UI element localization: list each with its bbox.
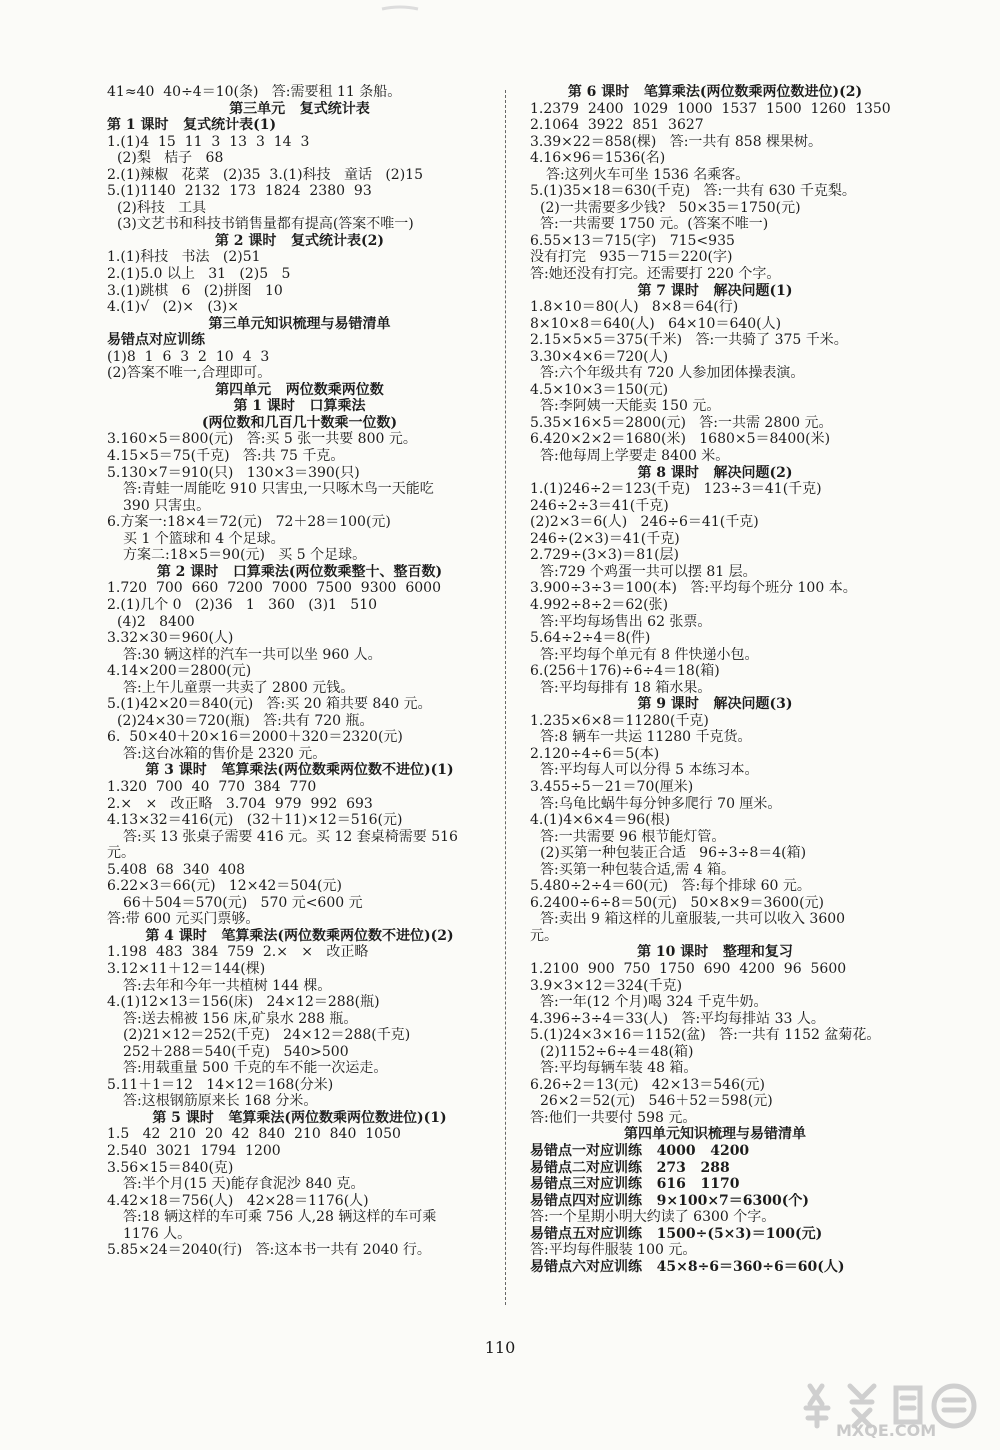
text-line: 1.198 483 384 759 2.× × 改正略 <box>107 944 369 961</box>
text-line: 第 5 课时 笔算乘法(两位数乘两位数进位)(1) <box>152 1109 447 1126</box>
text-line: 4.16×96＝1536(名) <box>530 150 666 167</box>
text-line: 5.35×16×5＝2800(元) 答:一共需 2800 元。 <box>530 414 833 431</box>
text-line: 1.8×10＝80(人) 8×8＝64(行) <box>530 299 739 316</box>
text-line: 第四单元知识梳理与易错清单 <box>624 1126 806 1143</box>
text-line: 6.26÷2＝13(元) 42×13＝546(元) <box>530 1076 765 1093</box>
text-line: 第 2 课时 口算乘法(两位数乘整十、整百数) <box>156 563 443 580</box>
text-line: 5.64÷2÷4＝8(件) <box>530 630 651 647</box>
text-line: 3.39×22＝858(棵) 答:一共有 858 棵果树。 <box>530 133 823 150</box>
text-line: 1.(1)246÷2＝123(千克) 123÷3＝41(千克) <box>530 481 822 498</box>
scan-artifact <box>380 0 420 10</box>
text-line: 1.(1)科技 书法 (2)51 <box>107 249 261 266</box>
text-line: 第四单元 两位数乘两位数 <box>215 381 384 398</box>
text-line: 答:买 13 张桌子需要 416 元。买 12 套桌椅需要 516 <box>123 828 458 845</box>
text-line: 8×10×8＝640(人) 64×10＝640(人) <box>530 315 782 332</box>
text-line: 答:带 600 元买门票够。 <box>107 911 260 928</box>
text-line: 第 2 课时 复式统计表(2) <box>214 232 385 249</box>
text-line: 易错点三对应训练 616 1170 <box>530 1176 740 1193</box>
text-line: 易错点二对应训练 273 288 <box>530 1159 730 1176</box>
text-line: 答:用载重量 500 千克的车不能一次运走。 <box>123 1060 388 1077</box>
text-line: 4.(1)4×6×4＝96(根) <box>530 812 671 829</box>
text-line: 答:一年(12 个月)喝 324 千克牛奶。 <box>540 994 768 1011</box>
text-line: 4.992÷8÷2＝62(张) <box>530 596 669 613</box>
right-column <box>530 84 900 1275</box>
text-line: (2)1152÷6÷4＝48(箱) <box>540 1043 694 1060</box>
text-line: 答:这根钢筋原来长 168 分米。 <box>123 1093 318 1110</box>
text-line: 答:她还没有打完。还需要打 220 个字。 <box>530 266 781 283</box>
text-line: 1.5 42 210 20 42 840 210 840 1050 <box>107 1126 401 1143</box>
text-line: 答:30 辆这样的汽车一共可以坐 960 人。 <box>123 646 382 663</box>
text-line: 4.(1)12×13＝156(床) 24×12＝288(瓶) <box>107 994 380 1011</box>
text-line: (2)买第一种包装正合适 96÷3÷8＝4(箱) <box>540 845 807 862</box>
text-line: 没有打完 935－715＝220(字) <box>530 249 733 266</box>
text-line: 5.(1)42×20＝840(元) 答:买 20 箱共要 840 元。 <box>107 696 432 713</box>
text-line: 3.12×11＋12＝144(棵) <box>107 960 266 977</box>
watermark-logo <box>792 1378 992 1438</box>
text-line: 答:这台冰箱的售价是 2320 元。 <box>123 745 327 762</box>
text-line: 答:729 个鸡蛋一共可以摆 81 层。 <box>540 563 757 580</box>
text-line: 6.55×13＝715(字) 715<935 <box>530 232 735 249</box>
text-line: 1.320 700 40 770 384 770 <box>107 778 317 795</box>
text-line: 6. 50×40＋20×16＝2000＋320＝2320(元) <box>107 729 403 746</box>
page-number: 110 <box>484 1338 516 1357</box>
column-divider <box>505 90 506 1305</box>
text-line: 第三单元知识梳理与易错清单 <box>208 315 391 332</box>
text-line: (4)2 8400 <box>117 613 195 630</box>
text-line: 5.480÷2÷4＝60(元) 答:每个排球 60 元。 <box>530 878 811 895</box>
text-line: 3.32×30＝960(人) <box>107 630 234 647</box>
text-line: 2.729÷(3×3)＝81(层) <box>530 547 680 564</box>
text-line: 6.22×3＝66(元) 12×42＝504(元) <box>107 878 342 895</box>
text-line: 4.(1)√ (2)× (3)× <box>107 299 239 316</box>
text-line: 元。 <box>107 845 135 862</box>
text-line: 252＋288＝540(千克) 540>500 <box>123 1043 349 1060</box>
text-line: 246÷2÷3＝41(千克) <box>530 497 669 514</box>
text-line: 5.408 68 340 408 <box>107 861 246 878</box>
text-line: 答:8 辆车一共运 11280 千克货。 <box>540 729 752 746</box>
text-line: (2)一共需要多少钱? 50×35＝1750(元) <box>540 199 801 216</box>
text-line: (2)答案不唯一,合理即可。 <box>107 365 272 382</box>
text-line: 26×2＝52(元) 546＋52＝598(元) <box>540 1093 773 1110</box>
text-line: 6.方案一:18×4＝72(元) 72＋28＝100(元) <box>107 514 391 531</box>
text-line: 4.14×200＝2800(元) <box>107 663 252 680</box>
text-line: 答:他每周上学要走 8400 米。 <box>540 448 730 465</box>
text-line: 41≈40 40÷4＝10(条) 答:需要租 11 条船。 <box>107 84 402 100</box>
text-line: 1176 人。 <box>123 1225 192 1242</box>
text-line: 2.120÷4÷6＝5(本) <box>530 745 660 762</box>
text-line: 3.455÷5－21＝70(厘米) <box>530 778 694 795</box>
text-line: 3.9×3×12＝324(千克) <box>530 977 683 994</box>
text-line: 2.1064 3922 851 3627 <box>530 117 704 134</box>
text-line: 2.(1)几个 0 (2)36 1 360 (3)1 510 <box>107 596 378 613</box>
text-line: 买 1 个篮球和 4 个足球。 <box>123 530 285 547</box>
text-line: 答:一个星期小明大约读了 6300 个字。 <box>530 1209 776 1226</box>
text-line: 答:上午儿童票一共卖了 2800 元钱。 <box>123 679 355 696</box>
text-line: 1.(1)4 15 11 3 13 3 14 3 <box>107 133 310 150</box>
text-line: 第 1 课时 复式统计表(1) <box>107 117 277 134</box>
text-line: (1)8 1 6 3 2 10 4 3 <box>107 348 270 365</box>
text-line: 答:平均每场售出 62 张票。 <box>540 613 712 630</box>
text-line: 易错点六对应训练 45×8÷6＝360÷6＝60(人) <box>530 1258 845 1275</box>
text-line: (2)2×3＝6(人) 246÷6＝41(千克) <box>530 514 759 531</box>
svg-text:MXQE.COM: MXQE.COM <box>836 1421 937 1438</box>
text-line: 5.85×24＝2040(行) 答:这本书一共有 2040 行。 <box>107 1242 431 1259</box>
text-line: 5.(1)35×18＝630(千克) 答:一共有 630 千克梨。 <box>530 183 856 200</box>
text-line: (2)24×30＝720(瓶) 答:共有 720 瓶。 <box>117 712 374 729</box>
text-line: 易错点一对应训练 4000 4200 <box>530 1143 750 1159</box>
text-line: 易错点五对应训练 1500÷(5×3)＝100(元) <box>530 1225 823 1242</box>
text-line: 3.900÷3÷3＝100(本) 答:平均每个班分 100 本。 <box>530 580 857 597</box>
text-line: 答:平均每个单元有 8 件快递小包。 <box>540 646 759 663</box>
text-line: 答:去年和今年一共植树 144 棵。 <box>123 977 332 994</box>
text-line: 246÷(2×3)＝41(千克) <box>530 530 680 547</box>
text-line: 4.13×32＝416(元) (32＋11)×12＝516(元) <box>107 812 403 829</box>
text-line: 答:一共需要 96 根节能灯管。 <box>540 828 726 845</box>
text-line: 答:平均每排有 18 箱水果。 <box>540 679 712 696</box>
text-line: 元。 <box>530 927 558 944</box>
text-line: (2)梨 桔子 68 <box>117 150 224 167</box>
text-line: 6.420×2×2＝1680(米) 1680×5＝8400(米) <box>530 431 831 448</box>
text-line: 2.× × 改正略 3.704 979 992 693 <box>107 795 373 812</box>
text-line: 答:送去棉被 156 床,矿泉水 288 瓶。 <box>123 1010 358 1027</box>
text-line: 第 10 课时 整理和复习 <box>637 944 793 961</box>
text-line: 易错点对应训练 <box>107 332 205 349</box>
text-line: 第 7 课时 解决问题(1) <box>637 282 793 299</box>
text-line: 5.130×7＝910(只) 130×3＝390(只) <box>107 464 360 481</box>
text-line: 第 1 课时 口算乘法 <box>233 398 366 415</box>
text-line: (3)文艺书和科技书销售量都有提高(答案不唯一) <box>117 216 414 233</box>
text-line: 4.5×10×3＝150(元) <box>530 381 669 398</box>
text-line: 答:六个年级共有 720 人参加团体操表演。 <box>540 365 805 382</box>
text-line: 答:18 辆这样的车可乘 756 人,28 辆这样的车可乘 <box>123 1209 437 1226</box>
text-line: 答:卖出 9 箱这样的儿童服装,一共可以收入 3600 <box>540 911 846 928</box>
text-line: 2.(1)辣椒 花菜 (2)35 3.(1)科技 童话 (2)15 <box>107 166 423 183</box>
left-column <box>107 84 492 1259</box>
text-line: 答:平均每件服装 100 元。 <box>530 1242 697 1259</box>
text-line: 3.56×15＝840(克) <box>107 1159 234 1176</box>
text-line: 4.42×18＝756(人) 42×28＝1176(人) <box>107 1192 369 1209</box>
text-line: 5.(1)1140 2132 173 1824 2380 93 <box>107 183 372 200</box>
text-line: 3.160×5＝800(元) 答:买 5 张一共要 800 元。 <box>107 431 417 448</box>
text-line: 答:青蛙一周能吃 910 只害虫,一只啄木鸟一天能吃 <box>123 481 434 498</box>
text-line: 答:乌龟比蜗牛每分钟多爬行 70 厘米。 <box>540 795 782 812</box>
text-line: 2.(1)5.0 以上 31 (2)5 5 <box>107 266 291 283</box>
text-line: 答:平均每人可以分得 5 本练习本。 <box>540 762 759 779</box>
text-line: 答:平均每辆车装 48 箱。 <box>540 1060 698 1077</box>
text-line: 方案二:18×5＝90(元) 买 5 个足球。 <box>123 547 367 564</box>
text-line: 答:一共需要 1750 元。(答案不唯一) <box>540 216 769 233</box>
text-line: 4.396÷3÷4＝33(人) 答:平均每排站 33 人。 <box>530 1010 825 1027</box>
text-line: 第 4 课时 笔算乘法(两位数乘两位数不进位)(2) <box>145 927 454 944</box>
text-line: 6.2400÷6÷8＝50(元) 50×8×9＝3600(元) <box>530 894 824 911</box>
text-line: 答:半个月(15 天)能存食泥沙 840 克。 <box>123 1176 365 1193</box>
text-line: 第 3 课时 笔算乘法(两位数乘两位数不进位)(1) <box>145 762 454 779</box>
text-line: 1.2100 900 750 1750 690 4200 96 5600 <box>530 960 847 977</box>
text-line: 第 8 课时 解决问题(2) <box>637 464 793 481</box>
text-line: (2)21×12＝252(千克) 24×12＝288(千克) <box>123 1027 411 1044</box>
text-line: 第 9 课时 解决问题(3) <box>637 696 793 713</box>
text-line: 3.(1)跳棋 6 (2)拼图 10 <box>107 282 283 299</box>
text-line: 5.11＋1＝12 14×12＝168(分米) <box>107 1076 334 1093</box>
text-line: 5.(1)24×3×16＝1152(盆) 答:一共有 1152 盆菊花。 <box>530 1027 881 1044</box>
text-line: 易错点四对应训练 9×100×7＝6300(个) <box>530 1192 810 1209</box>
text-line: 2.540 3021 1794 1200 <box>107 1143 281 1159</box>
text-line: 6.(256＋176)÷6÷4＝18(箱) <box>530 663 720 680</box>
text-line: 2.15×5×5＝375(千米) 答:一共骑了 375 千米。 <box>530 332 848 349</box>
text-line: 1.720 700 660 7200 7000 7500 9300 6000 <box>107 580 441 597</box>
text-line: 答:买第一种包装合适,需 4 箱。 <box>540 861 735 878</box>
text-line: 答:李阿姨一天能卖 150 元。 <box>540 398 721 415</box>
text-line: (两位数和几百几十数乘一位数) <box>201 414 398 431</box>
text-line: 4.15×5＝75(千克) 答:共 75 千克。 <box>107 448 345 465</box>
text-line: 390 只害虫。 <box>123 497 211 514</box>
text-line: 3.30×4×6＝720(人) <box>530 348 669 365</box>
text-line: 答:这列火车可坐 1536 名乘客。 <box>546 166 750 183</box>
text-line: 1.235×6×8＝11280(千克) <box>530 712 709 729</box>
text-line: 66＋504＝570(元) 570 元<600 元 <box>123 894 363 911</box>
text-line: 1.2379 2400 1029 1000 1537 1500 1260 1350 <box>530 100 891 117</box>
text-line: 第 6 课时 笔算乘法(两位数乘两位数进位)(2) <box>567 84 863 100</box>
text-line: 第三单元 复式统计表 <box>229 100 370 117</box>
text-line: (2)科技 工具 <box>117 199 207 216</box>
text-line: 答:他们一共要付 598 元。 <box>530 1109 697 1126</box>
